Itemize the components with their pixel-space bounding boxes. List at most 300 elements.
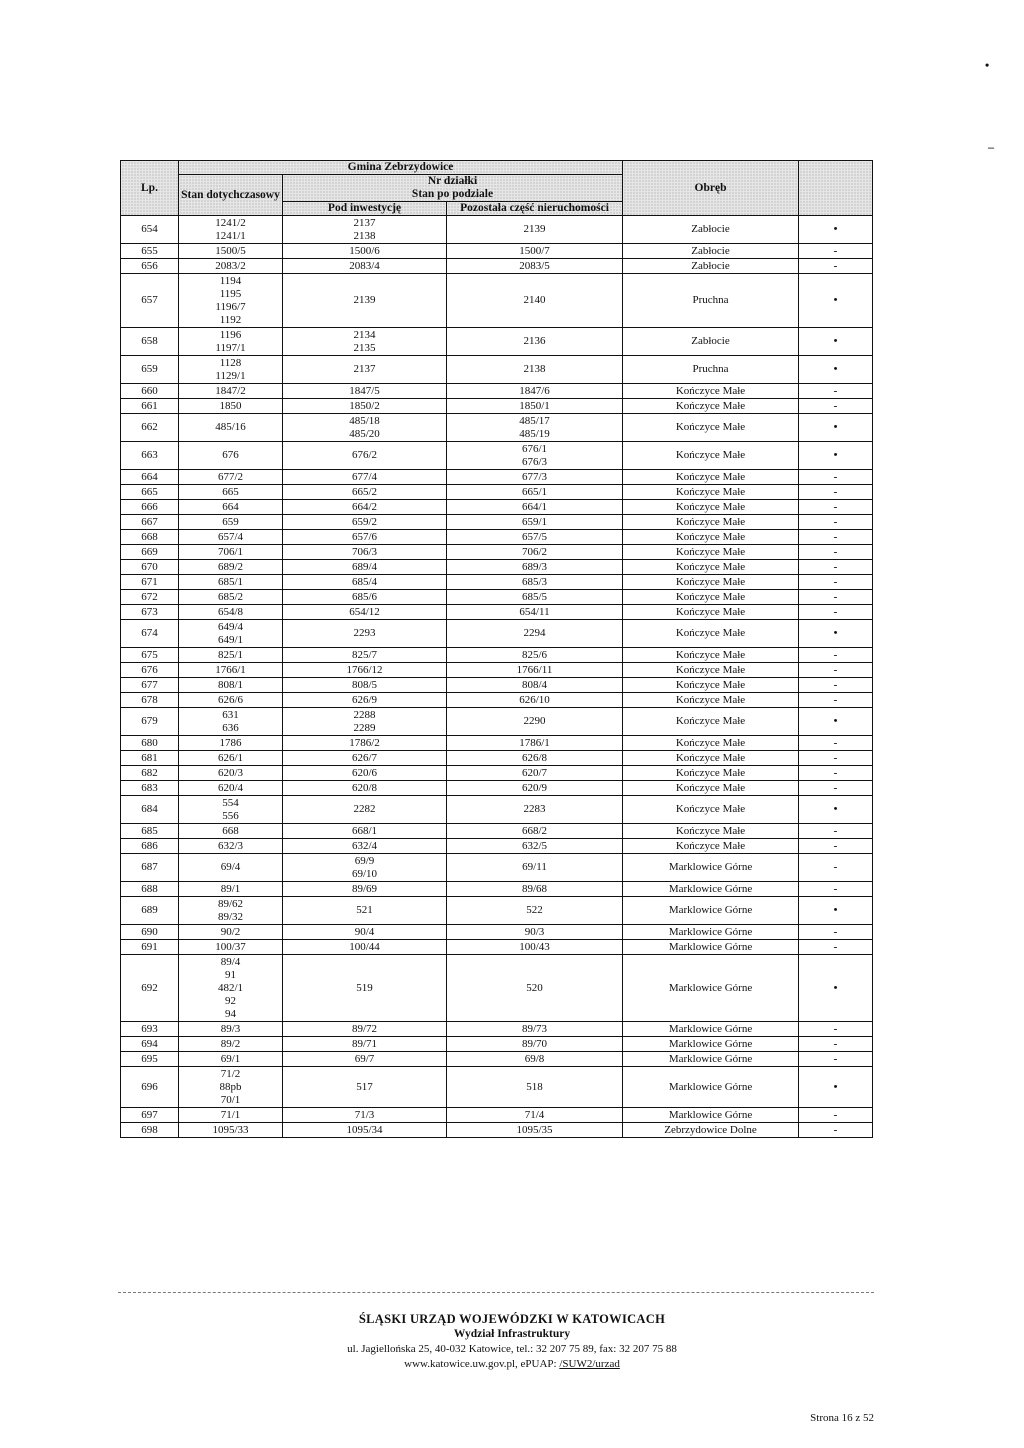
cell-marker: • — [799, 897, 873, 925]
cell-pozostala-czesc: 685/3 — [447, 575, 623, 590]
cell-pod-inwestycje: 706/3 — [283, 545, 447, 560]
cell-obreb: Zabłocie — [623, 244, 799, 259]
cell-obreb: Kończyce Małe — [623, 515, 799, 530]
cell-pozostala-czesc: 71/4 — [447, 1108, 623, 1123]
cell-stan-dotychczasowy: 632/3 — [179, 839, 283, 854]
cell-marker: • — [799, 955, 873, 1022]
cell-pod-inwestycje: 89/69 — [283, 882, 447, 897]
cell-marker: - — [799, 678, 873, 693]
cell-pod-inwestycje: 825/7 — [283, 648, 447, 663]
cell-lp: 660 — [121, 384, 179, 399]
cell-pozostala-czesc: 626/10 — [447, 693, 623, 708]
table-row — [121, 575, 873, 590]
table-row — [121, 955, 873, 1022]
cell-pod-inwestycje: 1847/5 — [283, 384, 447, 399]
cell-obreb: Marklowice Górne — [623, 940, 799, 955]
table-row — [121, 485, 873, 500]
cell-pod-inwestycje: 620/6 — [283, 766, 447, 781]
cell-lp: 667 — [121, 515, 179, 530]
cell-obreb: Zabłocie — [623, 216, 799, 244]
cell-stan-dotychczasowy: 657/4 — [179, 530, 283, 545]
cell-pod-inwestycje: 2134 2135 — [283, 328, 447, 356]
cell-stan-dotychczasowy: 1241/2 1241/1 — [179, 216, 283, 244]
cell-lp: 654 — [121, 216, 179, 244]
cell-obreb: Kończyce Małe — [623, 736, 799, 751]
footer-institution: ŚLĄSKI URZĄD WOJEWÓDZKI W KATOWICACH — [358, 1312, 666, 1326]
cell-pozostala-czesc: 665/1 — [447, 485, 623, 500]
table-row — [121, 1052, 873, 1067]
cell-marker: • — [799, 1067, 873, 1108]
cell-pod-inwestycje: 2137 2138 — [283, 216, 447, 244]
cell-pozostala-czesc: 620/7 — [447, 766, 623, 781]
cell-stan-dotychczasowy: 626/6 — [179, 693, 283, 708]
cell-pozostala-czesc: 2138 — [447, 356, 623, 384]
cell-obreb: Kończyce Małe — [623, 824, 799, 839]
cell-pod-inwestycje: 808/5 — [283, 678, 447, 693]
cell-pod-inwestycje: 521 — [283, 897, 447, 925]
cell-lp: 670 — [121, 560, 179, 575]
cell-marker: - — [799, 605, 873, 620]
cell-obreb: Kończyce Małe — [623, 839, 799, 854]
cell-pod-inwestycje: 90/4 — [283, 925, 447, 940]
cell-pod-inwestycje: 676/2 — [283, 442, 447, 470]
cell-pod-inwestycje: 2139 — [283, 274, 447, 328]
cell-lp: 664 — [121, 470, 179, 485]
cell-stan-dotychczasowy: 649/4 649/1 — [179, 620, 283, 648]
cell-pozostala-czesc: 825/6 — [447, 648, 623, 663]
cell-stan-dotychczasowy: 689/2 — [179, 560, 283, 575]
cell-pozostala-czesc: 632/5 — [447, 839, 623, 854]
cell-lp: 672 — [121, 590, 179, 605]
cell-pod-inwestycje: 89/72 — [283, 1022, 447, 1037]
table-row — [121, 940, 873, 955]
cell-obreb: Kończyce Małe — [623, 620, 799, 648]
cell-lp: 658 — [121, 328, 179, 356]
table-row — [121, 500, 873, 515]
cell-pozostala-czesc: 706/2 — [447, 545, 623, 560]
footer-department: Wydział Infrastruktury — [453, 1328, 571, 1340]
cell-pozostala-czesc: 659/1 — [447, 515, 623, 530]
cell-marker: - — [799, 648, 873, 663]
cell-marker: - — [799, 882, 873, 897]
cell-stan-dotychczasowy: 685/2 — [179, 590, 283, 605]
cell-pozostala-czesc: 2140 — [447, 274, 623, 328]
table-row — [121, 1123, 873, 1138]
table-row — [121, 839, 873, 854]
cell-marker: - — [799, 515, 873, 530]
cell-marker: - — [799, 839, 873, 854]
table-row — [121, 530, 873, 545]
cell-lp: 662 — [121, 414, 179, 442]
cell-marker: - — [799, 736, 873, 751]
cell-pozostala-czesc: 654/11 — [447, 605, 623, 620]
header-gmina: Gmina Zebrzydowice — [179, 161, 623, 175]
cell-lp: 663 — [121, 442, 179, 470]
table-row — [121, 1108, 873, 1123]
cell-lp: 676 — [121, 663, 179, 678]
cell-marker: - — [799, 530, 873, 545]
header-lp: Lp. — [121, 161, 179, 216]
footer-website: www.katowice.uw.gov.pl, ePUAP: — [404, 1358, 560, 1370]
cell-stan-dotychczasowy: 1095/33 — [179, 1123, 283, 1138]
table-row — [121, 470, 873, 485]
cell-pod-inwestycje: 1766/12 — [283, 663, 447, 678]
cell-pozostala-czesc: 1786/1 — [447, 736, 623, 751]
cell-stan-dotychczasowy: 665 — [179, 485, 283, 500]
cell-pod-inwestycje: 69/7 — [283, 1052, 447, 1067]
cell-marker: • — [799, 708, 873, 736]
cell-obreb: Kończyce Małe — [623, 678, 799, 693]
cell-pozostala-czesc: 676/1 676/3 — [447, 442, 623, 470]
cell-pozostala-czesc: 90/3 — [447, 925, 623, 940]
cell-marker: - — [799, 925, 873, 940]
cell-stan-dotychczasowy: 89/62 89/32 — [179, 897, 283, 925]
table-row — [121, 854, 873, 882]
cell-pod-inwestycje: 620/8 — [283, 781, 447, 796]
cell-lp: 695 — [121, 1052, 179, 1067]
cell-lp: 686 — [121, 839, 179, 854]
cell-lp: 677 — [121, 678, 179, 693]
table-row — [121, 590, 873, 605]
cell-pozostala-czesc: 808/4 — [447, 678, 623, 693]
cell-lp: 668 — [121, 530, 179, 545]
cell-pozostala-czesc: 520 — [447, 955, 623, 1022]
cell-stan-dotychczasowy: 677/2 — [179, 470, 283, 485]
table-row — [121, 736, 873, 751]
cell-stan-dotychczasowy: 90/2 — [179, 925, 283, 940]
cell-stan-dotychczasowy: 1194 1195 1196/7 1192 — [179, 274, 283, 328]
cell-stan-dotychczasowy: 1850 — [179, 399, 283, 414]
cell-stan-dotychczasowy: 69/1 — [179, 1052, 283, 1067]
cell-marker: - — [799, 1123, 873, 1138]
cell-stan-dotychczasowy: 485/16 — [179, 414, 283, 442]
cell-stan-dotychczasowy: 89/1 — [179, 882, 283, 897]
table-row — [121, 1022, 873, 1037]
cell-pod-inwestycje: 659/2 — [283, 515, 447, 530]
cell-pod-inwestycje: 664/2 — [283, 500, 447, 515]
cell-stan-dotychczasowy: 554 556 — [179, 796, 283, 824]
cell-pod-inwestycje: 485/18 485/20 — [283, 414, 447, 442]
cell-pod-inwestycje: 685/6 — [283, 590, 447, 605]
cell-pozostala-czesc: 664/1 — [447, 500, 623, 515]
cell-marker: - — [799, 244, 873, 259]
cell-stan-dotychczasowy: 1500/5 — [179, 244, 283, 259]
cell-marker: - — [799, 1022, 873, 1037]
header-pozostala-czesc: Pozostała część nieruchomości — [447, 202, 623, 216]
cell-lp: 659 — [121, 356, 179, 384]
cell-marker: - — [799, 575, 873, 590]
cell-marker: - — [799, 1037, 873, 1052]
cell-stan-dotychczasowy: 1128 1129/1 — [179, 356, 283, 384]
table-row — [121, 882, 873, 897]
header-stan-po-podziale: Stan po podziale — [411, 188, 494, 200]
table-row — [121, 663, 873, 678]
cell-obreb: Marklowice Górne — [623, 854, 799, 882]
table-row — [121, 678, 873, 693]
cell-pod-inwestycje: 2288 2289 — [283, 708, 447, 736]
cell-obreb: Kończyce Małe — [623, 545, 799, 560]
table-row — [121, 708, 873, 736]
cell-marker: • — [799, 442, 873, 470]
cell-marker: - — [799, 766, 873, 781]
cell-stan-dotychczasowy: 1786 — [179, 736, 283, 751]
table-row — [121, 620, 873, 648]
page-number: Strona 16 z 52 — [810, 1412, 874, 1424]
cell-pod-inwestycje: 657/6 — [283, 530, 447, 545]
table-row — [121, 274, 873, 328]
cell-lp: 674 — [121, 620, 179, 648]
cell-obreb: Kończyce Małe — [623, 751, 799, 766]
cell-stan-dotychczasowy: 620/4 — [179, 781, 283, 796]
header-nr-dzialki: Nr działki — [427, 175, 478, 187]
cell-pozostala-czesc: 626/8 — [447, 751, 623, 766]
page-footer — [0, 1312, 1024, 1372]
cell-pozostala-czesc: 2294 — [447, 620, 623, 648]
table-row — [121, 766, 873, 781]
table-row — [121, 1037, 873, 1052]
table-row — [121, 384, 873, 399]
cell-stan-dotychczasowy: 825/1 — [179, 648, 283, 663]
cell-stan-dotychczasowy: 676 — [179, 442, 283, 470]
cell-pod-inwestycje: 685/4 — [283, 575, 447, 590]
land-parcel-table — [120, 160, 873, 1138]
cell-stan-dotychczasowy: 1196 1197/1 — [179, 328, 283, 356]
cell-lp: 666 — [121, 500, 179, 515]
cell-lp: 665 — [121, 485, 179, 500]
cell-lp: 679 — [121, 708, 179, 736]
cell-marker: • — [799, 620, 873, 648]
table-row — [121, 216, 873, 244]
cell-lp: 655 — [121, 244, 179, 259]
cell-pod-inwestycje: 2293 — [283, 620, 447, 648]
cell-stan-dotychczasowy: 808/1 — [179, 678, 283, 693]
cell-obreb: Zabłocie — [623, 259, 799, 274]
cell-obreb: Kończyce Małe — [623, 442, 799, 470]
cell-pozostala-czesc: 89/68 — [447, 882, 623, 897]
cell-obreb: Marklowice Górne — [623, 1108, 799, 1123]
cell-obreb: Marklowice Górne — [623, 882, 799, 897]
cell-stan-dotychczasowy: 668 — [179, 824, 283, 839]
cell-stan-dotychczasowy: 654/8 — [179, 605, 283, 620]
cell-pozostala-czesc: 89/70 — [447, 1037, 623, 1052]
cell-stan-dotychczasowy: 89/3 — [179, 1022, 283, 1037]
table-row — [121, 648, 873, 663]
cell-lp: 669 — [121, 545, 179, 560]
cell-pod-inwestycje: 1500/6 — [283, 244, 447, 259]
cell-pozostala-czesc: 1850/1 — [447, 399, 623, 414]
cell-pod-inwestycje: 517 — [283, 1067, 447, 1108]
cell-stan-dotychczasowy: 706/1 — [179, 545, 283, 560]
cell-pozostala-czesc: 2083/5 — [447, 259, 623, 274]
table-row — [121, 244, 873, 259]
cell-lp: 696 — [121, 1067, 179, 1108]
cell-stan-dotychczasowy: 620/3 — [179, 766, 283, 781]
cell-marker: • — [799, 796, 873, 824]
cell-obreb: Kończyce Małe — [623, 781, 799, 796]
table-row — [121, 560, 873, 575]
cell-obreb: Zebrzydowice Dolne — [623, 1123, 799, 1138]
cell-obreb: Kończyce Małe — [623, 485, 799, 500]
cell-stan-dotychczasowy: 69/4 — [179, 854, 283, 882]
cell-lp: 683 — [121, 781, 179, 796]
cell-pozostala-czesc: 100/43 — [447, 940, 623, 955]
cell-obreb: Kończyce Małe — [623, 414, 799, 442]
cell-pozostala-czesc: 685/5 — [447, 590, 623, 605]
cell-lp: 661 — [121, 399, 179, 414]
cell-lp: 688 — [121, 882, 179, 897]
cell-obreb: Marklowice Górne — [623, 925, 799, 940]
cell-obreb: Marklowice Górne — [623, 1037, 799, 1052]
cell-pozostala-czesc: 677/3 — [447, 470, 623, 485]
header-stan-dotychczasowy: Stan dotychczasowy — [179, 175, 283, 216]
cell-pozostala-czesc: 1500/7 — [447, 244, 623, 259]
cell-obreb: Marklowice Górne — [623, 1022, 799, 1037]
cell-pozostala-czesc: 2139 — [447, 216, 623, 244]
cell-marker: • — [799, 414, 873, 442]
cell-obreb: Kończyce Małe — [623, 605, 799, 620]
cell-obreb: Kończyce Małe — [623, 590, 799, 605]
corner-dash: – — [988, 140, 994, 154]
table-row — [121, 1067, 873, 1108]
cell-pod-inwestycje: 519 — [283, 955, 447, 1022]
cell-lp: 687 — [121, 854, 179, 882]
cell-pozostala-czesc: 2136 — [447, 328, 623, 356]
cell-pozostala-czesc: 522 — [447, 897, 623, 925]
cell-lp: 689 — [121, 897, 179, 925]
cell-marker: - — [799, 663, 873, 678]
cell-lp: 678 — [121, 693, 179, 708]
cell-lp: 681 — [121, 751, 179, 766]
table-row — [121, 824, 873, 839]
table-row — [121, 545, 873, 560]
table-header — [121, 161, 873, 216]
cell-marker: - — [799, 1108, 873, 1123]
cell-obreb: Zabłocie — [623, 328, 799, 356]
cell-lp: 656 — [121, 259, 179, 274]
cell-pod-inwestycje: 69/9 69/10 — [283, 854, 447, 882]
cell-stan-dotychczasowy: 626/1 — [179, 751, 283, 766]
cell-lp: 691 — [121, 940, 179, 955]
cell-stan-dotychczasowy: 1766/1 — [179, 663, 283, 678]
cell-marker: • — [799, 216, 873, 244]
cell-obreb: Kończyce Małe — [623, 663, 799, 678]
cell-pod-inwestycje: 1850/2 — [283, 399, 447, 414]
cell-marker: • — [799, 356, 873, 384]
cell-stan-dotychczasowy: 71/2 88pb 70/1 — [179, 1067, 283, 1108]
cell-obreb: Kończyce Małe — [623, 693, 799, 708]
table-row — [121, 414, 873, 442]
cell-marker: - — [799, 545, 873, 560]
cell-pod-inwestycje: 668/1 — [283, 824, 447, 839]
cell-pozostala-czesc: 2290 — [447, 708, 623, 736]
cell-stan-dotychczasowy: 1847/2 — [179, 384, 283, 399]
cell-pozostala-czesc: 689/3 — [447, 560, 623, 575]
cell-obreb: Pruchna — [623, 356, 799, 384]
cell-pod-inwestycje: 2137 — [283, 356, 447, 384]
cell-pod-inwestycje: 1786/2 — [283, 736, 447, 751]
table-row — [121, 442, 873, 470]
cell-stan-dotychczasowy: 89/2 — [179, 1037, 283, 1052]
cell-marker: - — [799, 399, 873, 414]
table-row — [121, 515, 873, 530]
cell-marker: - — [799, 590, 873, 605]
cell-marker: - — [799, 560, 873, 575]
cell-stan-dotychczasowy: 631 636 — [179, 708, 283, 736]
cell-obreb: Marklowice Górne — [623, 897, 799, 925]
cell-pozostala-czesc: 1095/35 — [447, 1123, 623, 1138]
table-row — [121, 751, 873, 766]
cell-stan-dotychczasowy: 89/4 91 482/1 92 94 — [179, 955, 283, 1022]
cell-marker: - — [799, 781, 873, 796]
cell-pozostala-czesc: 69/11 — [447, 854, 623, 882]
table-row — [121, 781, 873, 796]
cell-pod-inwestycje: 632/4 — [283, 839, 447, 854]
cell-pod-inwestycje: 665/2 — [283, 485, 447, 500]
cell-lp: 657 — [121, 274, 179, 328]
cell-pozostala-czesc: 620/9 — [447, 781, 623, 796]
table-row — [121, 356, 873, 384]
cell-marker: • — [799, 328, 873, 356]
footer-epuap-link[interactable]: /SUW2/urzad — [559, 1358, 620, 1370]
header-pod-inwestycje: Pod inwestycję — [283, 202, 447, 216]
cell-stan-dotychczasowy: 100/37 — [179, 940, 283, 955]
table-row — [121, 897, 873, 925]
cell-lp: 675 — [121, 648, 179, 663]
cell-pozostala-czesc: 1847/6 — [447, 384, 623, 399]
table-row — [121, 925, 873, 940]
cell-pod-inwestycje: 71/3 — [283, 1108, 447, 1123]
table-row — [121, 328, 873, 356]
cell-stan-dotychczasowy: 664 — [179, 500, 283, 515]
cell-marker: - — [799, 259, 873, 274]
cell-pod-inwestycje: 2282 — [283, 796, 447, 824]
cell-marker: • — [799, 274, 873, 328]
header-obreb: Obręb — [623, 161, 799, 216]
cell-marker: - — [799, 824, 873, 839]
cell-marker: - — [799, 940, 873, 955]
footer-divider — [118, 1292, 874, 1293]
footer-address: ul. Jagiellońska 25, 40-032 Katowice, tel.: 32 207 75 89, fax: 32 207 75 88 — [347, 1343, 677, 1355]
cell-pozostala-czesc: 485/17 485/19 — [447, 414, 623, 442]
cell-marker: - — [799, 1052, 873, 1067]
cell-obreb: Kończyce Małe — [623, 560, 799, 575]
cell-lp: 690 — [121, 925, 179, 940]
footer-web — [0, 1357, 1024, 1372]
table-row — [121, 259, 873, 274]
cell-lp: 682 — [121, 766, 179, 781]
cell-pozostala-czesc: 69/8 — [447, 1052, 623, 1067]
cell-pozostala-czesc: 668/2 — [447, 824, 623, 839]
table-body-top — [121, 216, 873, 384]
cell-lp: 671 — [121, 575, 179, 590]
table-row — [121, 399, 873, 414]
cell-pod-inwestycje: 654/12 — [283, 605, 447, 620]
cell-stan-dotychczasowy: 71/1 — [179, 1108, 283, 1123]
cell-lp: 698 — [121, 1123, 179, 1138]
cell-lp: 694 — [121, 1037, 179, 1052]
cell-obreb: Kończyce Małe — [623, 766, 799, 781]
cell-pod-inwestycje: 689/4 — [283, 560, 447, 575]
cell-lp: 684 — [121, 796, 179, 824]
cell-obreb: Kończyce Małe — [623, 399, 799, 414]
cell-obreb: Kończyce Małe — [623, 708, 799, 736]
cell-pod-inwestycje: 2083/4 — [283, 259, 447, 274]
cell-lp: 692 — [121, 955, 179, 1022]
cell-pod-inwestycje: 100/44 — [283, 940, 447, 955]
cell-marker: - — [799, 500, 873, 515]
cell-obreb: Marklowice Górne — [623, 1067, 799, 1108]
cell-marker: - — [799, 384, 873, 399]
